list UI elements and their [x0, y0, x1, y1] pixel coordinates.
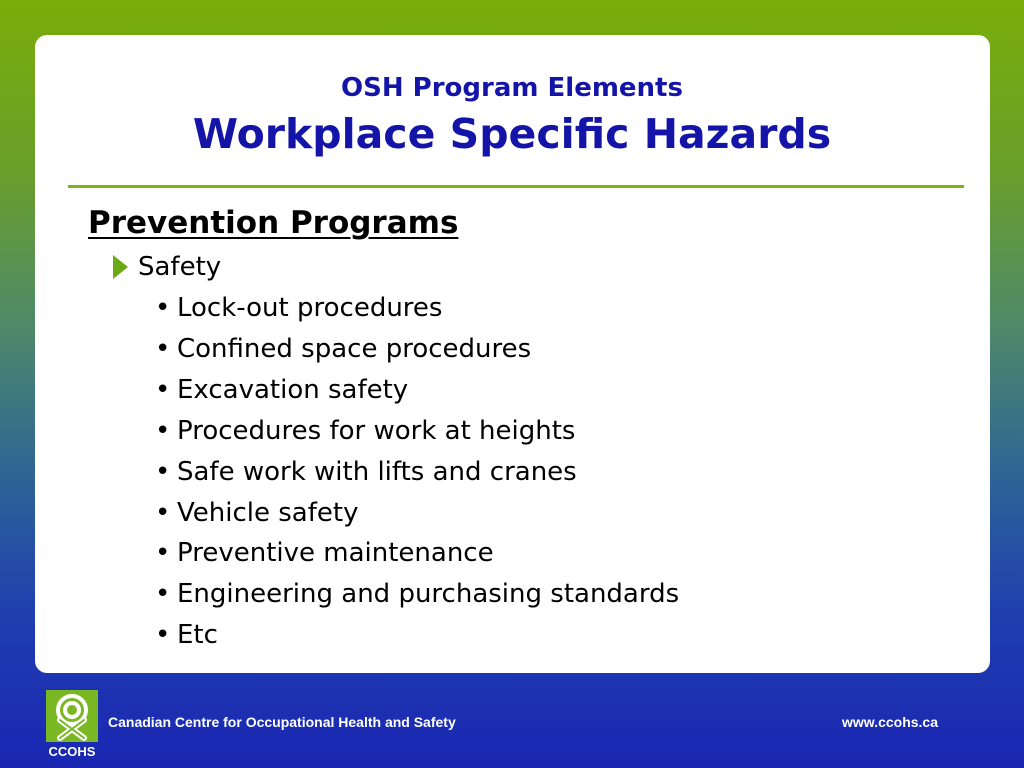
- list-item: [155, 615, 679, 656]
- level1-item: [113, 249, 221, 285]
- list-item: [155, 370, 679, 411]
- list-item-text: Confined space procedures: [177, 333, 532, 364]
- footer-url-link[interactable]: www.ccohs.ca: [842, 714, 938, 730]
- list-item: [155, 452, 679, 493]
- footer-organization: Canadian Centre for Occupational Health and Safety: [108, 714, 456, 730]
- bullet-dot: •: [155, 333, 171, 364]
- list-item-text: Engineering and purchasing standards: [177, 579, 680, 610]
- ccohs-logo-icon: [46, 690, 98, 742]
- slide-subtitle: OSH Program Elements: [341, 73, 683, 103]
- bullet-dot: •: [155, 456, 171, 487]
- list-item-text: Etc: [177, 620, 218, 651]
- list-item: [155, 329, 679, 370]
- section-heading: Prevention Programs: [88, 205, 459, 241]
- title-divider: [68, 185, 964, 188]
- list-item-text: Vehicle safety: [177, 497, 359, 528]
- list-item-text: Lock-out procedures: [177, 293, 443, 323]
- list-item: [155, 574, 679, 615]
- arrow-right-icon: [113, 255, 128, 279]
- bullet-dot: •: [155, 620, 171, 651]
- bullet-dot: •: [155, 415, 171, 446]
- list-item: [155, 411, 679, 452]
- bullet-dot: •: [155, 538, 171, 569]
- list-item: [155, 533, 679, 574]
- list-item-text: Excavation safety: [177, 374, 409, 405]
- bullet-dot: •: [155, 374, 171, 405]
- list-item-text: Safe work with lifts and cranes: [177, 456, 577, 487]
- list-item: [155, 288, 679, 329]
- list-item-text: Preventive maintenance: [177, 538, 494, 569]
- logo-text: CCOHS: [48, 744, 96, 759]
- bullet-dot: •: [155, 293, 171, 323]
- list-item: [155, 493, 679, 534]
- level1-item-label: Safety: [138, 252, 222, 282]
- bullet-list: [155, 288, 679, 656]
- bullet-dot: •: [155, 579, 171, 610]
- bullet-dot: •: [155, 497, 171, 528]
- slide-title: Workplace Specific Hazards: [192, 110, 832, 158]
- list-item-text: Procedures for work at heights: [177, 415, 576, 446]
